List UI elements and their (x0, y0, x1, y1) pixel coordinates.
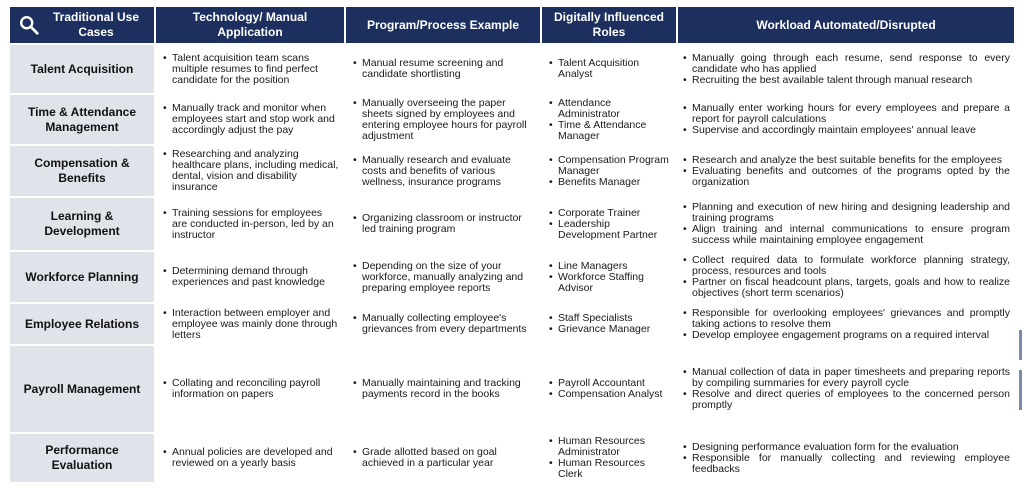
list-item: • Collating and reconciling payroll information on papers (172, 378, 340, 400)
header-use-case (10, 7, 154, 43)
search-icon (18, 14, 40, 36)
program-list (352, 378, 536, 400)
list-item: • Research and analyze the best suitable benefits for the employees (692, 155, 1010, 166)
technology-cell (156, 304, 344, 344)
workload-list (682, 308, 1010, 341)
roles-list (548, 261, 672, 294)
technology-cell (156, 146, 344, 196)
program-cell (346, 434, 540, 482)
table-row (10, 198, 1014, 250)
list-item: • Manually maintaining and tracking payments record in the books (362, 378, 536, 400)
roles-cell (542, 434, 676, 482)
list-item: • Leadership Development Partner (558, 219, 672, 241)
list-item: • Responsible for manually collecting and reviewing employee feedbacks (692, 453, 1010, 475)
list-item: • Recruiting the best available talent through manual research (692, 75, 1010, 86)
workload-cell (678, 45, 1014, 93)
list-item: • Manual collection of data in paper timesheets and preparing reports by compiling summaries for every payroll cycle (692, 367, 1010, 389)
header-technology: Technology/ Manual Application (156, 7, 344, 43)
list-item: • Compensation Program Manager (558, 155, 672, 177)
table-row (10, 146, 1014, 196)
program-list (352, 447, 536, 469)
technology-cell (156, 434, 344, 482)
use-case-cell: Time & Attendance Management (10, 95, 154, 144)
list-item: • Depending on the size of your workforce, manually analyzing and preparing employee reports (362, 261, 536, 294)
technology-cell (156, 252, 344, 302)
roles-list (548, 378, 672, 400)
workload-cell (678, 304, 1014, 344)
header-program: Program/Process Example (346, 7, 540, 43)
workload-list (682, 367, 1010, 411)
list-item: • Responsible for overlooking employees' grievances and promptly taking actions to resolve them (692, 308, 1010, 330)
list-item: • Evaluating benefits and outcomes of the programs opted by the organization (692, 166, 1010, 188)
table-row (10, 95, 1014, 144)
roles-list (548, 208, 672, 241)
roles-cell (542, 45, 676, 93)
list-item: • Grade allotted based on goal achieved in a particular year (362, 447, 536, 469)
roles-list (548, 58, 672, 80)
technology-list (162, 378, 340, 400)
workload-list (682, 255, 1010, 299)
use-case-cell: Learning & Development (10, 198, 154, 250)
table-row (10, 434, 1014, 482)
workload-cell (678, 252, 1014, 302)
workload-cell (678, 434, 1014, 482)
list-item: • Manually collecting employee's grievances from every departments (362, 313, 536, 335)
header-row (10, 7, 1014, 43)
program-list (352, 213, 536, 235)
workload-list (682, 202, 1010, 246)
use-case-cell: Payroll Management (10, 346, 154, 432)
technology-cell (156, 346, 344, 432)
workload-list (682, 442, 1010, 475)
list-item: • Line Managers (558, 261, 672, 272)
use-case-table (8, 5, 1016, 484)
technology-cell (156, 45, 344, 93)
technology-list (162, 208, 340, 241)
workload-list (682, 53, 1010, 86)
list-item: • Human Resources Administrator (558, 436, 672, 458)
program-cell (346, 252, 540, 302)
list-item: • Manually enter working hours for every employees and prepare a report for payroll calculations (692, 103, 1010, 125)
technology-list (162, 308, 340, 341)
program-list (352, 58, 536, 80)
list-item: • Benefits Manager (558, 177, 672, 188)
table-row (10, 346, 1014, 432)
list-item: • Manually track and monitor when employees start and stop work and accordingly adjust the pay (172, 103, 340, 136)
table-row (10, 304, 1014, 344)
list-item: • Align training and internal communications to ensure program success while maintaining employee engagement (692, 224, 1010, 246)
list-item: • Designing performance evaluation form for the evaluation (692, 442, 1010, 453)
roles-cell (542, 95, 676, 144)
header-workload: Workload Automated/Disrupted (678, 7, 1014, 43)
program-cell (346, 146, 540, 196)
program-list (352, 261, 536, 294)
list-item: • Talent acquisition team scans multiple resumes to find perfect candidate for the position (172, 53, 340, 86)
program-list (352, 313, 536, 335)
table-body (10, 45, 1014, 482)
workload-cell (678, 198, 1014, 250)
list-item: • Attendance Administrator (558, 98, 672, 120)
roles-list (548, 313, 672, 335)
technology-cell (156, 95, 344, 144)
roles-list (548, 155, 672, 188)
list-item: • Staff Specialists (558, 313, 672, 324)
roles-cell (542, 346, 676, 432)
workload-list (682, 155, 1010, 188)
list-item: • Planning and execution of new hiring and designing leadership and training programs (692, 202, 1010, 224)
list-item: • Manually research and evaluate costs and benefits of various wellness, insurance programs (362, 155, 536, 188)
list-item: • Determining demand through experiences and past knowledge (172, 266, 340, 288)
list-item: • Compensation Analyst (558, 389, 672, 400)
program-list (352, 155, 536, 188)
table-row (10, 45, 1014, 93)
table-row (10, 252, 1014, 302)
scroll-edge-mark (1019, 330, 1022, 360)
workload-cell (678, 95, 1014, 144)
technology-list (162, 266, 340, 288)
list-item: • Collect required data to formulate workforce planning strategy, process, resources and tools (692, 255, 1010, 277)
scroll-edge-mark-2 (1019, 370, 1022, 410)
workload-list (682, 103, 1010, 136)
list-item: • Develop employee engagement programs on a required interval (692, 330, 1010, 341)
technology-list (162, 53, 340, 86)
roles-cell (542, 146, 676, 196)
list-item: • Researching and analyzing healthcare plans, including medical, dental, vision and disability insurance (172, 149, 340, 193)
roles-cell (542, 252, 676, 302)
technology-list (162, 103, 340, 136)
use-case-cell: Talent Acquisition (10, 45, 154, 93)
program-cell (346, 95, 540, 144)
program-cell (346, 198, 540, 250)
roles-cell (542, 304, 676, 344)
list-item: • Annual policies are developed and reviewed on a yearly basis (172, 447, 340, 469)
list-item: • Talent Acquisition Analyst (558, 58, 672, 80)
header-roles: Digitally Influenced Roles (542, 7, 676, 43)
technology-list (162, 447, 340, 469)
use-case-cell: Performance Evaluation (10, 434, 154, 482)
list-item: • Interaction between employer and employee was mainly done through letters (172, 308, 340, 341)
roles-cell (542, 198, 676, 250)
roles-list (548, 98, 672, 142)
workload-cell (678, 346, 1014, 432)
use-case-cell: Employee Relations (10, 304, 154, 344)
list-item: • Time & Attendance Manager (558, 120, 672, 142)
list-item: • Corporate Trainer (558, 208, 672, 219)
technology-cell (156, 198, 344, 250)
list-item: • Resolve and direct queries of employees to the concerned person promptly (692, 389, 1010, 411)
list-item: • Organizing classroom or instructor led training program (362, 213, 536, 235)
list-item: • Manual resume screening and candidate shortlisting (362, 58, 536, 80)
program-cell (346, 45, 540, 93)
technology-list (162, 149, 340, 193)
list-item: • Payroll Accountant (558, 378, 672, 389)
list-item: • Supervise and accordingly maintain employees' annual leave (692, 125, 1010, 136)
list-item: • Workforce Staffing Advisor (558, 272, 672, 294)
list-item: • Manually overseeing the paper sheets signed by employees and entering employee hours for payroll adjustment (362, 98, 536, 142)
roles-list (548, 436, 672, 480)
program-cell (346, 304, 540, 344)
use-case-cell: Workforce Planning (10, 252, 154, 302)
use-case-cell: Compensation & Benefits (10, 146, 154, 196)
workload-cell (678, 146, 1014, 196)
program-cell (346, 346, 540, 432)
list-item: • Training sessions for employees are conducted in-person, led by an instructor (172, 208, 340, 241)
list-item: • Manually going through each resume, send response to every candidate who has applied (692, 53, 1010, 75)
list-item: • Partner on fiscal headcount plans, targets, goals and how to realize objectives (short term scenarios) (692, 277, 1010, 299)
program-list (352, 98, 536, 142)
header-use-case-label: Traditional Use Cases (52, 10, 140, 39)
list-item: • Human Resources Clerk (558, 458, 672, 480)
list-item: • Grievance Manager (558, 324, 672, 335)
